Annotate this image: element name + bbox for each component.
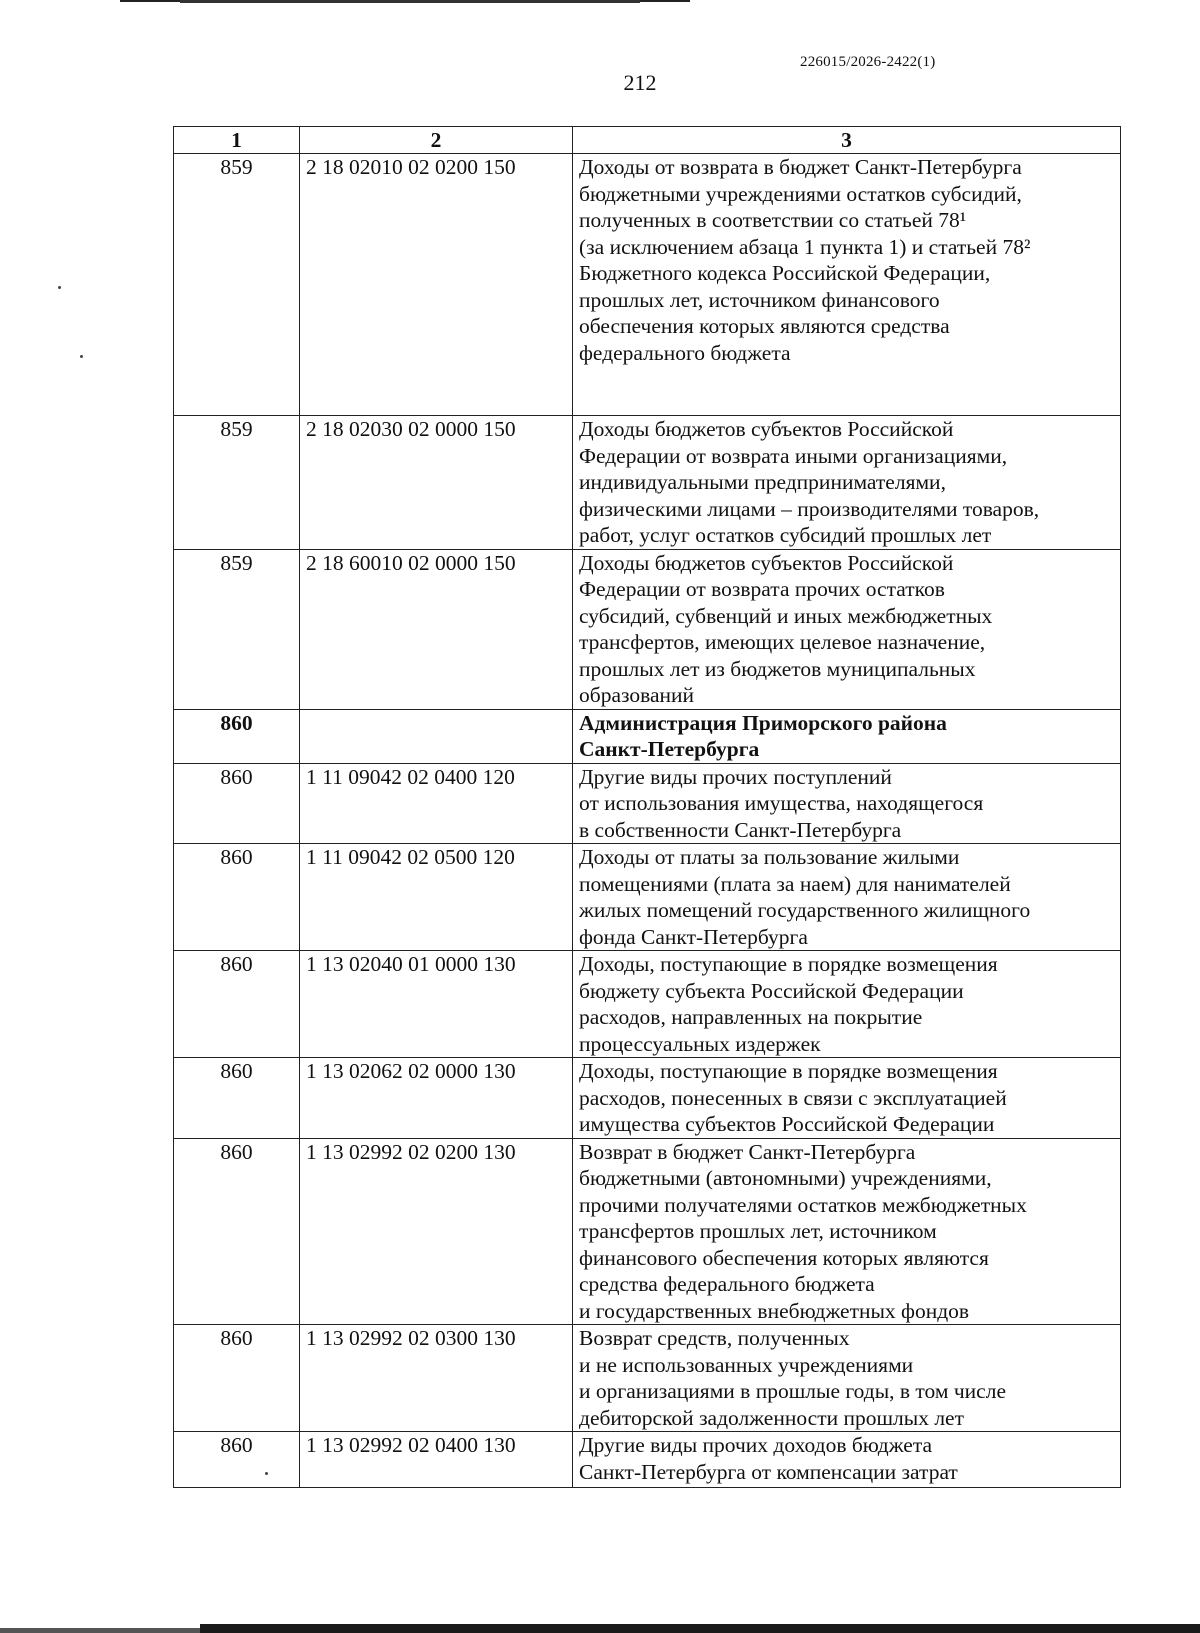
description-line: Доходы от платы за пользование жилыми [579,845,960,869]
description-line: трансфертов прошлых лет, источником [579,1219,937,1243]
table-row [174,1325,1121,1432]
revenue-description-cell [573,763,1121,844]
description-line: помещениями (плата за наем) для нанимателей [579,871,1011,896]
description-line: индивидуальными предпринимателями, [579,470,946,494]
description-line: в собственности Санкт-Петербурга [579,817,902,842]
description-line: Другие виды прочих доходов бюджета [579,1433,933,1457]
revenue-description-cell [573,416,1121,550]
description-line: средства федерального бюджета [579,1272,875,1296]
table-row [174,844,1121,951]
description-line: финансового обеспечения которых являются [579,1245,989,1270]
description-line: Санкт-Петербурга [579,737,760,761]
scan-edge-bottom [200,1624,1200,1633]
description-line: Администрация Приморского района [579,710,947,735]
description-line: от использования имущества, находящегося [579,791,984,815]
scan-edge-bottom [0,1628,200,1633]
budget-classification-code-cell: 1 11 09042 02 0400 120 [300,763,573,844]
revenue-description-cell [573,1138,1121,1325]
description-line: расходов, направленных на покрытие [579,1005,923,1029]
revenue-codes-table [173,126,1121,1488]
column-header: 1 [174,127,300,154]
table-row [174,709,1121,763]
admin-code-cell: 860 [174,951,300,1058]
description-line: прошлых лет из бюджетов муниципальных [579,656,976,681]
description-line: Доходы, поступающие в порядке возмещения [579,1059,998,1083]
description-line: Доходы бюджетов субъектов Российской [579,417,954,441]
description-line: работ, услуг остатков субсидий прошлых лет [579,523,992,547]
description-line: Федерации от возврата прочих остатков [579,577,945,601]
budget-classification-code-cell: 1 11 09042 02 0500 120 [300,844,573,951]
revenue-description-cell [573,154,1121,416]
description-line: Санкт-Петербурга от компенсации затрат [579,1459,958,1484]
description-line: Доходы бюджетов субъектов Российской [579,550,954,575]
budget-classification-code-cell: 1 13 02992 02 0400 130 [300,1432,573,1488]
document-number: 226015/2026-2422(1) [800,54,936,70]
column-header: 3 [573,127,1121,154]
table-row [174,1138,1121,1325]
description-line: прошлых лет, источником финансового [579,287,940,312]
description-line: жилых помещений государственного жилищного [579,898,1031,922]
description-line: и не использованных учреждениями [579,1352,914,1377]
description-line: дебиторской задолженности прошлых лет [579,1405,964,1430]
description-line: процессуальных издержек [579,1031,821,1056]
budget-classification-code-cell: 1 13 02992 02 0200 130 [300,1138,573,1325]
budget-classification-code-cell [300,709,573,763]
table-row [174,416,1121,550]
revenue-description-cell [573,1325,1121,1432]
admin-code-cell: 860 [174,709,300,763]
revenue-description-cell [573,1058,1121,1139]
page-number: 212 [623,70,657,95]
table-row [174,1058,1121,1139]
description-line: и организациями в прошлые годы, в том числе [579,1379,1006,1403]
description-line: бюджетными (автономными) учреждениями, [579,1166,992,1190]
admin-code-cell: 860 [174,844,300,951]
description-line: (за исключением абзаца 1 пункта 1) и статьей 78² [579,234,1031,259]
description-line: Бюджетного кодекса Российской Федерации, [579,261,991,285]
description-line: Доходы от возврата в бюджет Санкт-Петербурга [579,155,1022,179]
table-row [174,549,1121,709]
description-line: бюджету субъекта Российской Федерации [579,978,964,1003]
table-body [174,154,1121,1488]
column-header: 2 [300,127,573,154]
description-line: и государственных внебюджетных фондов [579,1298,970,1323]
description-line: физическими лицами – производителями товаров, [579,496,1040,521]
budget-classification-code-cell: 1 13 02062 02 0000 130 [300,1058,573,1139]
admin-code-cell: 859 [174,416,300,550]
description-line: Федерации от возврата иными организациями, [579,443,1008,468]
description-line: полученных в соответствии со статьей 78¹ [579,208,967,232]
admin-code-cell: 859 [174,154,300,416]
table-row [174,1432,1121,1488]
description-line: федерального бюджета [579,340,791,365]
budget-classification-code-cell: 1 13 02040 01 0000 130 [300,951,573,1058]
budget-classification-code-cell: 1 13 02992 02 0300 130 [300,1325,573,1432]
description-line: прочими получателями остатков межбюджетных [579,1192,1027,1217]
admin-code-cell: 860 [174,763,300,844]
revenue-description-cell [573,549,1121,709]
description-line: бюджетными учреждениями остатков субсидий, [579,181,1022,206]
revenue-description-cell [573,951,1121,1058]
budget-classification-code-cell: 2 18 60010 02 0000 150 [300,549,573,709]
scan-speck [80,355,83,358]
scan-edge-top [180,0,640,3]
budget-classification-code-cell: 2 18 02010 02 0200 150 [300,154,573,416]
description-line: образований [579,683,695,707]
table-row [174,951,1121,1058]
description-line: субсидий, субвенций и иных межбюджетных [579,603,993,628]
admin-code-cell: 860 [174,1432,300,1488]
table-header-row [174,127,1121,154]
admin-code-cell: 860 [174,1138,300,1325]
scan-speck [58,286,61,289]
description-line: трансфертов, имеющих целевое назначение, [579,630,986,654]
description-line: Другие виды прочих поступлений [579,764,892,789]
budget-classification-code-cell: 2 18 02030 02 0000 150 [300,416,573,550]
description-line: имущества субъектов Российской Федерации [579,1112,995,1136]
admin-code-cell: 859 [174,549,300,709]
description-line: Доходы, поступающие в порядке возмещения [579,952,998,976]
revenue-description-cell [573,1432,1121,1488]
description-line: фонда Санкт-Петербурга [579,924,808,949]
revenue-description-cell [573,709,1121,763]
description-line: Возврат в бюджет Санкт-Петербурга [579,1139,916,1164]
admin-code-cell: 860 [174,1325,300,1432]
table-row [174,763,1121,844]
description-line: обеспечения которых являются средства [579,314,950,338]
admin-code-cell: 860 [174,1058,300,1139]
description-line: расходов, понесенных в связи с эксплуатацией [579,1085,1007,1110]
table-row [174,154,1121,416]
revenue-description-cell [573,844,1121,951]
description-line: Возврат средств, полученных [579,1326,850,1350]
